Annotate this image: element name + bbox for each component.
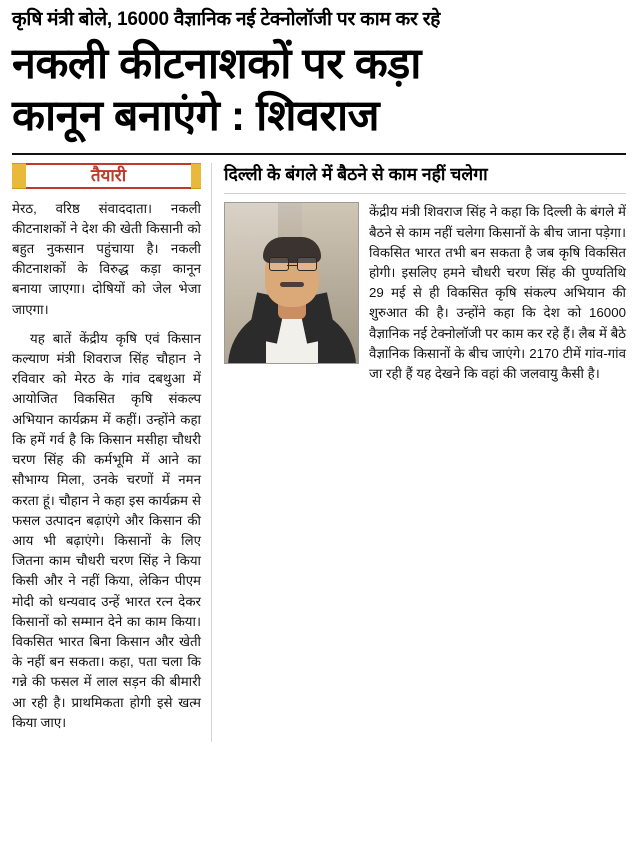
tag-label: तैयारी	[90, 166, 127, 186]
tag-bar-right	[191, 163, 201, 189]
headline-divider	[12, 153, 626, 155]
sub-headline: दिल्ली के बंगले में बैठने से काम नहीं चलेगा	[224, 163, 626, 195]
photo-glasses-right	[297, 257, 317, 271]
left-paragraph-2: यह बातें केंद्रीय कृषि एवं किसान कल्याण मंत्री शिवराज सिंह चौहान ने रविवार को मेरठ के गांव दबथुआ में आयोजित विकसित कृषि संकल्प अभियान कार्यक्रम में कहीं। उन्होंने कहा कि हमें गर्व है कि किसान मसीहा चौधरी चरण सिंह की कर्मभूमि में आने का सौभाग्य मिला, उनके चरणों में नमन करता हूं। चौहान ने कहा इस कार्यक्रम से फसल उत्पादन बढ़ाएंगे और किसान की आय भी बढ़ाएंगे। किसानों के लिए जितना काम चौधरी चरण सिंह ने किया किसी और ने नहीं किया, लेकिन पीएम मोदी को धन्यवाद उन्हें भारत रत्न देकर किसानों को सम्मान देने का काम किया। विकसित भारत बिना किसान और खेती के नहीं बन सकता। कहा, पता चला कि गन्ने की फसल में लाल सड़न की बीमारी आ रही है। प्राथमिकता होगी इसे खत्म किया जाए।	[12, 330, 201, 730]
headline-line-2: कानून बनाएंगे : शिवराज	[12, 92, 380, 141]
photo-mustache	[280, 282, 304, 287]
headline-line-1: नकली कीटनाशकों पर कड़ा	[12, 39, 421, 88]
tag-box	[26, 163, 191, 189]
right-column	[212, 163, 626, 742]
left-column	[12, 163, 212, 742]
page-title	[12, 38, 626, 143]
portrait-photo	[224, 202, 359, 364]
photo-glasses-bridge	[287, 265, 297, 267]
article-kicker: कृषि मंत्री बोले, 16000 वैज्ञानिक नई टेक्नोलॉजी पर काम कर रहे	[12, 9, 441, 30]
photo-glasses-left	[269, 257, 289, 271]
photo-and-text	[224, 202, 626, 384]
tag-bar-left	[12, 163, 26, 189]
section-tag	[12, 163, 201, 189]
article-body	[12, 163, 626, 742]
dateline-paragraph: मेरठ, वरिष्ठ संवाददाता। नकली कीटनाशकों ने देश की खेती किसानी को बहुत नुकसान पहुंचाया है। नकली कीटनाशकों के विरुद्ध कड़ा कानून बनाया जाएगा। दोषियों को जेल भेजा जाएगा।	[12, 200, 201, 317]
right-paragraph-1: केंद्रीय मंत्री शिवराज सिंह ने कहा कि दिल्ली के बंगले में बैठने से काम नहीं चलेगा किसानों के बीच जाना पड़ेगा। विकसित भारत तभी बन सकता है जब कृषि विकसित होगी। इसलिए हमने चौधरी चरण सिंह की पुण्यतिथि 29 मई से ही विकसित कृषि संकल्प अभियान की शुरुआत की है। उन्होंने कहा कि देश को 16000 वैज्ञानिक नई टेक्नोलॉजी पर काम कर रहे हैं। लैब में बैठे वैज्ञानिक किसानों के बीच जाएंगे। 2170 टीमें गांव-गांव जा रही हैं यह देखने कि वहां की जलवायु कैसी है।	[369, 204, 626, 382]
